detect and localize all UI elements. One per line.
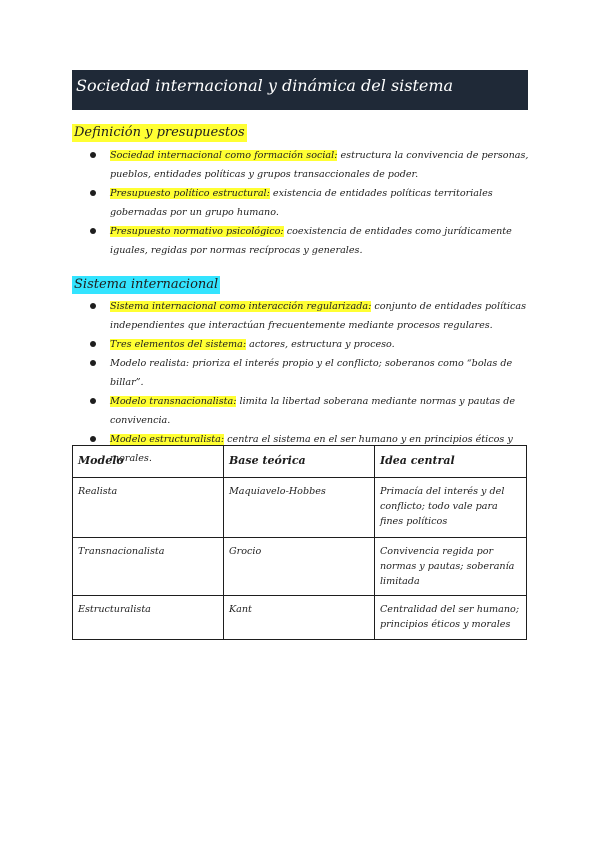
item-text: actores, estructura y proceso. <box>246 339 395 350</box>
item-text: estructura la convivencia de personas, pueblos, entidades políticas y grupos transaccionales de poder. <box>110 150 529 180</box>
table-cell: Centralidad del ser humano; principios éticos y morales <box>374 596 526 640</box>
highlighted-term: Presupuesto normativo psicológico: <box>110 226 284 237</box>
bullet-list-definicion <box>72 146 530 260</box>
highlighted-term: Modelo estructuralista: <box>110 434 225 445</box>
list-item <box>72 354 530 392</box>
list-item <box>72 222 530 260</box>
item-text: coexistencia de entidades como jurídicamente iguales, regidas por normas recíprocas y generales. <box>110 226 512 256</box>
table-cell: Primacía del interés y del conflicto; todo vale para fines políticos <box>374 478 526 538</box>
header-base-teorica: Base teórica <box>223 446 374 478</box>
table-cell: Estructuralista <box>73 596 224 640</box>
table-cell: Realista <box>73 478 224 538</box>
table-row <box>73 478 527 538</box>
models-table <box>72 445 527 640</box>
table-cell: Transnacionalista <box>73 538 224 596</box>
section-heading-definicion: Definición y presupuestos <box>74 125 245 140</box>
item-text: Modelo realista: prioriza el interés propio y el conflicto; soberanos como “bolas de billar”. <box>110 358 513 388</box>
item-text: limita la libertad soberana mediante normas y pautas de convivencia. <box>110 396 516 426</box>
item-text: existencia de entidades políticas territoriales gobernadas por un grupo humano. <box>110 188 493 218</box>
list-item <box>72 335 530 354</box>
list-item <box>72 297 530 335</box>
table-cell: Convivencia regida por normas y pautas; soberanía limitada <box>374 538 526 596</box>
list-item <box>72 392 530 430</box>
table-header-row <box>73 446 527 478</box>
list-item <box>72 146 530 184</box>
highlighted-term: Presupuesto político estructural: <box>110 188 270 199</box>
table-cell: Maquiavelo-Hobbes <box>223 478 374 538</box>
highlighted-term: Tres elementos del sistema: <box>110 339 247 350</box>
highlighted-term: Modelo transnacionalista: <box>110 396 237 407</box>
table-row <box>73 596 527 640</box>
table-row <box>73 538 527 596</box>
header-idea-central: Idea central <box>374 446 526 478</box>
table-cell: Grocio <box>223 538 374 596</box>
highlighted-term: Sistema internacional como interacción regularizada: <box>110 301 372 312</box>
item-text: conjunto de entidades políticas independientes que interactúan frecuentemente mediante procesos regulares. <box>110 301 527 331</box>
section-heading-sistema: Sistema internacional <box>74 277 219 292</box>
table-cell: Kant <box>223 596 374 640</box>
header-modelo: Modelo <box>73 446 224 478</box>
highlighted-term: Sociedad internacional como formación social: <box>110 150 338 161</box>
bullet-list-sistema <box>72 297 530 468</box>
list-item <box>72 184 530 222</box>
document-title: Sociedad internacional y dinámica del sistema <box>72 70 528 110</box>
item-text: centra el sistema en el ser humano y en principios éticos y morales. <box>110 434 513 464</box>
